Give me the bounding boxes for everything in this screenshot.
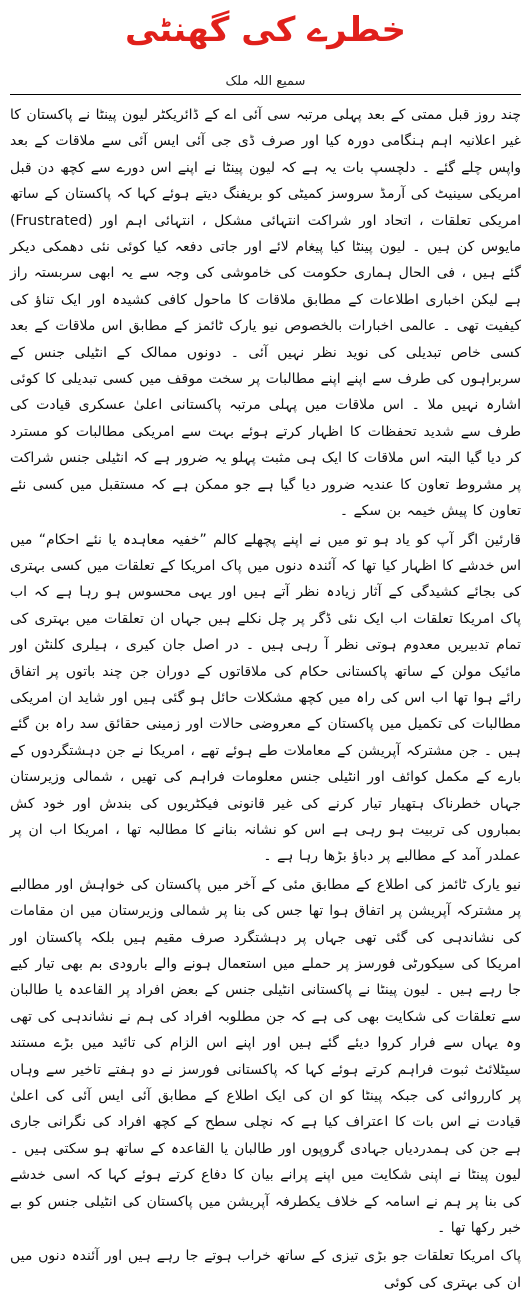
article-body xyxy=(10,102,521,1296)
header-divider xyxy=(10,94,521,95)
author-byline: سمیع اللہ ملک xyxy=(225,74,306,89)
article-paragraph-3: نیو یارک ٹائمز کی اطلاع کے مطابق مئی کے آخر میں پاکستان کی خواہش اور مطالبے پر مشترکہ آپریشن پر اتفاق ہوا تھا جس کی بنا پر شمالی وزیرستان میں ان مقامات کی نشاندہی کی گئی تھی جہاں پر دہشتگرد صرف مقیم ہیں بلکہ پاکستان اور امریکا کی سیکورٹی فورسز پر حملے میں استعمال ہونے والے بارودی بم بھی تیار کیے جا رہے ہیں ۔ لیون پینٹا نے پاکستانی انٹیلی جنس کے بعض افراد پر القاعدہ یا طالبان سے تعلقات کی شکایت بھی کی ہے کہ جن مطلوبہ افراد کی ہم نے نشاندہی کی تھی وہ یہاں سے فرار کروا دیئے گئے ہیں اور اپنے اس الزام کی تائید میں بڑے مستند سیٹلائٹ ثبوت فراہم کرتے ہوئے کہا کہ پاکستانی فورسز نے دو ہفتے تاخیر سے وہاں پر کارروائی کی جبکہ پینٹا کو ان کی ایک اطلاع کے مطابق آئی ایس آئی کی اعلیٰ قیادت نے اس بات کا اعتراف کیا ہے کہ نچلی سطح کے کچھ افراد کی نگرانی جاری ہے جن کی ہمدردیاں جہادی گروپوں اور طالبان یا القاعدہ کے ساتھ ہو سکتی ہیں ۔ لیون پینٹا نے اپنی شکایت میں اپنے پرانے بیان کا دفاع کرتے ہوئے کہا کہ اسی خدشے کی بنا پر ہم نے اسامہ کے خلاف یکطرفہ آپریشن میں پاکستان کی انٹیلی جنس کو بے خبر رکھا تھا ۔ xyxy=(10,876,521,1237)
article-paragraph-2: قارئین اگر آپ کو یاد ہو تو میں نے اپنے پچھلے کالم ”خفیہ معاہدہ یا نئے احکام“ میں اس خدشے کا اظہار کیا تھا کہ آئندہ دنوں میں پاک امریکا کے تعلقات میں کسی بہتری کی بجائے کشیدگی کے آثار زیادہ نظر آتے ہیں اور یہی محسوس ہو رہا ہے کہ اب پاک امریکا تعلقات اب ایک نئی ڈگر پر چل نکلے ہیں جہاں ان تعلقات میں بہتری کی تمام تدبیریں معدوم ہوتی نظر آ رہی ہیں ۔ در اصل جان کیری ، ہیلری کلنٹن اور مائیک مولن کے ساتھ پاکستانی حکام کی ملاقاتوں کے دوران جن چند باتوں پر اتفاق رائے ہوا تھا اب اس کی راہ میں کچھ مشکلات حائل ہو گئی ہیں اور شاید ان امریکی مطالبات کی تکمیل میں پاکستان کے معروضی حالات اور زمینی حقائق سد راہ بن گئے ہیں ۔ جن مشترکہ آپریشن کے معاملات طے ہوئے تھے ، امریکا نے جن دہشتگردوں کے بارے کے مکمل کوائف اور انٹیلی جنس معلومات فراہم کی تھیں ، شمالی وزیرستان جہاں خطرناک ہتھیار تیار کرنے کی غیر قانونی فیکٹریوں کی بندش اور خود کش بمباروں کی تربیت ہو رہی ہے اس کو نشانہ بنانے کا مطالبہ تھا ، امریکا اب ان پر عملدر آمد کے مطالبے پر دباؤ بڑھا رہا ہے ۔ xyxy=(10,531,521,865)
article-paragraph-1: چند روز قبل ممتی کے بعد پہلی مرتبہ سی آئی اے کے ڈائریکٹر لیون پینٹا نے پاکستان کا غیر اعلانیہ اہم ہنگامی دورہ کیا اور صرف ڈی جی آئی ایس آئی سے ملاقات کے بعد واپس چلے گئے ۔ دلچسپ بات یہ ہے کہ لیون پینٹا نے اپنے اس دورے سے کچھ دن قبل امریکی سینیٹ کی آرمڈ سروسز کمیٹی کو بریفنگ دیتے ہوئے کہا کہ پاکستان کے ساتھ امریکی تعلقات ، اتحاد اور شراکت انتہائی مشکل ، انتہائی اہم اور (Frustrated) مایوس کن ہیں ۔ لیون پینٹا کیا پیغام لائے اور جاتی دفعہ کیا کوئی نئی دھمکی دیکر گئے ہیں ، فی الحال ہماری حکومت کی خاموشی کی وجہ سے یہ ابھی سربستہ راز ہے لیکن اخباری اطلاعات کے مطابق ملاقات کا ماحول کافی کشیدہ اور ایک تناؤ کی کیفیت تھی ۔ عالمی اخبارات بالخصوص نیو یارک ٹائمز کے مطابق اس ملاقات کے بعد کسی خاص تبدیلی کی نوید نظر نہیں آئی ۔ دونوں ممالک کے انٹیلی جنس کے سربراہوں کی طرف سے اپنے اپنے مطالبات پر سخت موقف میں کسی تبدیلی کا کوئی اشارہ نہیں ملا ۔ اس ملاقات میں پہلی مرتبہ پاکستانی اعلیٰ عسکری قیادت کی طرف سے شدید تحفظات کا اظہار کرتے ہوئے بہت سے امریکی مطالبات کو مسترد کر دیا گیا البتہ اس ملاقات کا ایک ہی مثبت پہلو یہ ضرور ہے کہ انٹیلی جنس شراکت پر مشروط تعاون کا عندیہ ضرور دیا گیا ہے جو ممکن ہے کہ مستقبل میں کسی نئے تعاون کا پیش خیمہ بن سکے ۔ xyxy=(10,107,521,520)
article-title: خطرے کی گھنٹی xyxy=(125,10,406,50)
article-paragraph-4: پاک امریکا تعلقات جو بڑی تیزی کے ساتھ خراب ہوتے جا رہے ہیں اور آئندہ دنوں میں ان کی بہتری کی کوئی xyxy=(10,1248,521,1291)
